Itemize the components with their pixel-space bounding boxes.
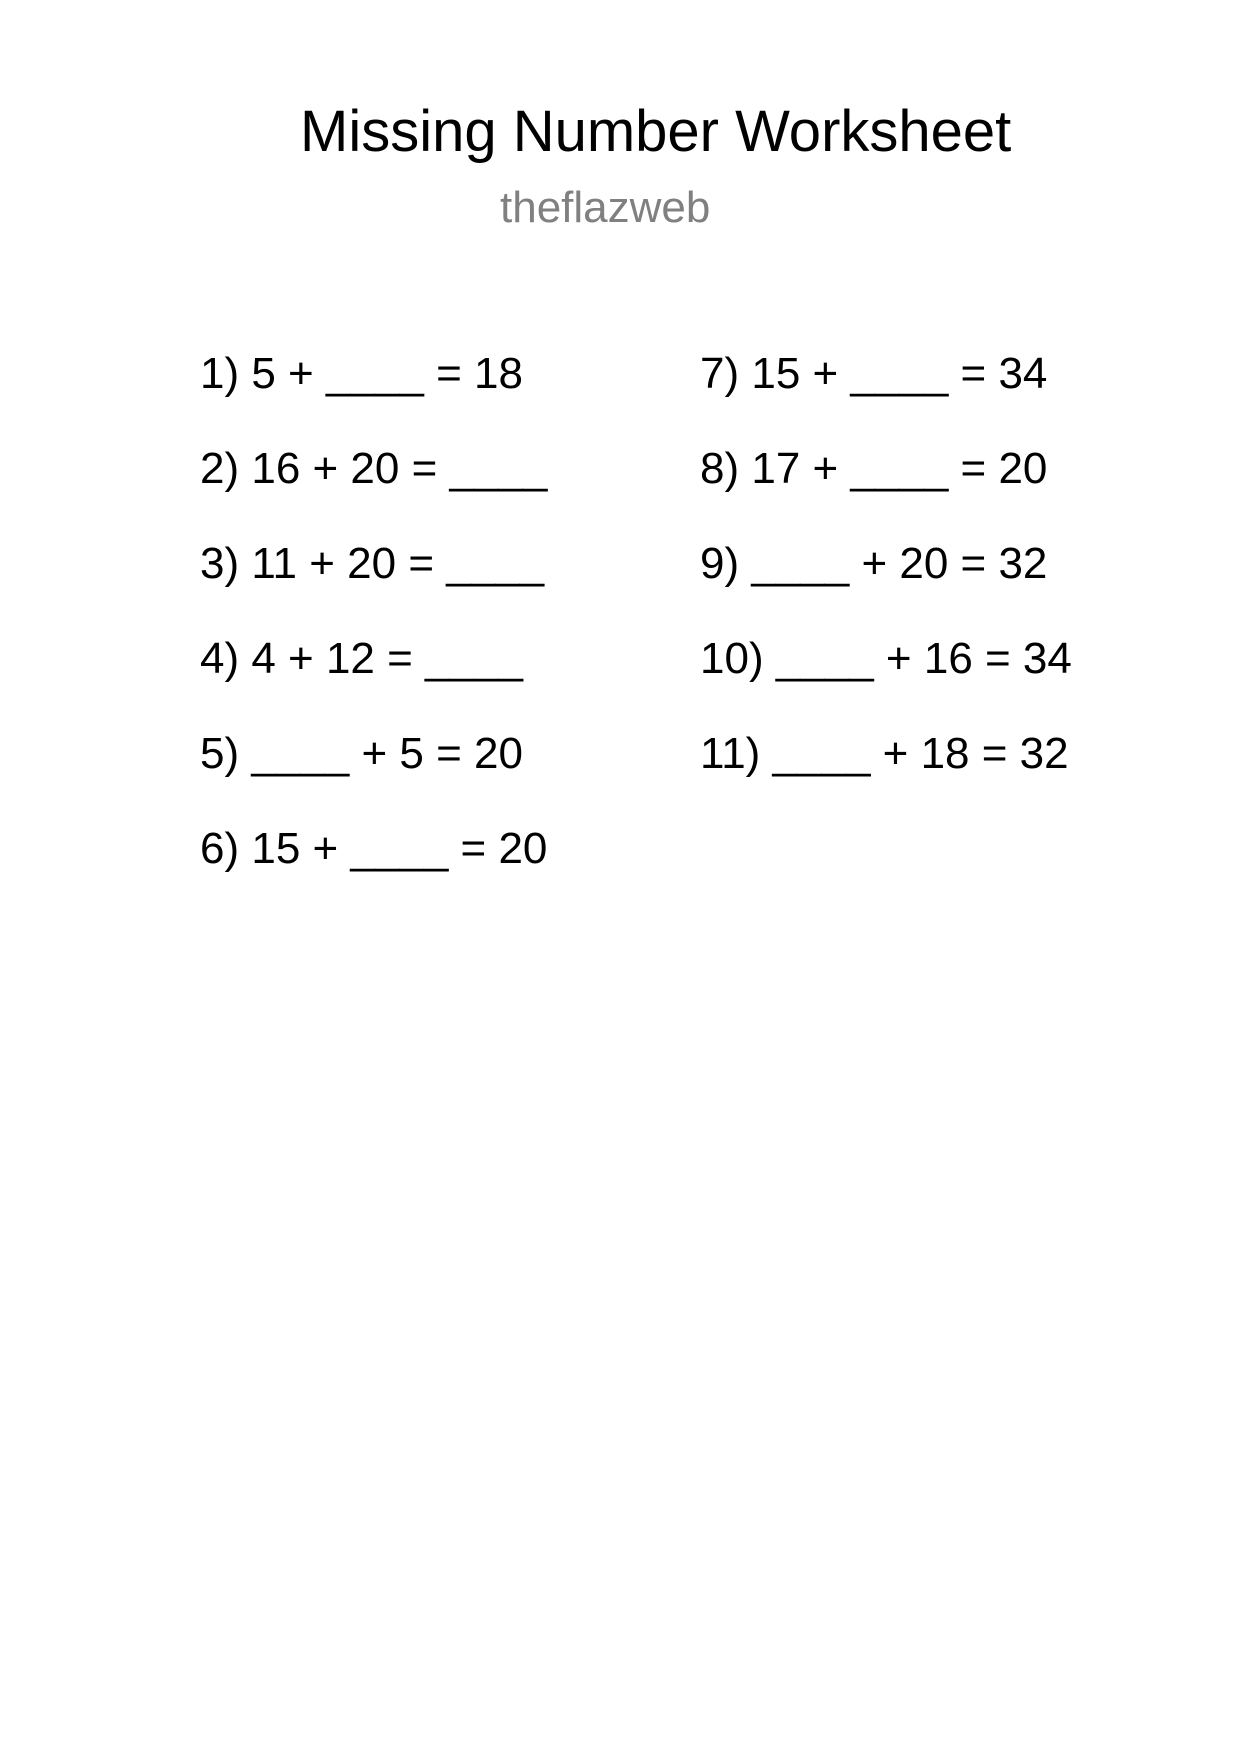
problem-7: 7) 15 + ____ = 34 xyxy=(700,349,1048,398)
problem-3: 3) 11 + 20 = ____ xyxy=(200,539,545,588)
page-title: Missing Number Worksheet xyxy=(300,99,1012,164)
problem-8: 8) 17 + ____ = 20 xyxy=(700,444,1048,493)
problem-4: 4) 4 + 12 = ____ xyxy=(200,634,523,683)
problem-6: 6) 15 + ____ = 20 xyxy=(200,824,548,873)
problems-left-column xyxy=(200,348,547,918)
problem-10: 10) ____ + 16 = 34 xyxy=(700,634,1072,683)
problem-9: 9) ____ + 20 = 32 xyxy=(700,539,1048,588)
problem-2: 2) 16 + 20 = ____ xyxy=(200,444,548,493)
problem-11: 11) ____ + 18 = 32 xyxy=(700,729,1069,778)
site-name: theflazweb xyxy=(500,183,711,232)
problem-5: 5) ____ + 5 = 20 xyxy=(200,729,523,778)
problem-1: 1) 5 + ____ = 18 xyxy=(200,349,523,398)
problems-right-column xyxy=(700,348,1072,823)
